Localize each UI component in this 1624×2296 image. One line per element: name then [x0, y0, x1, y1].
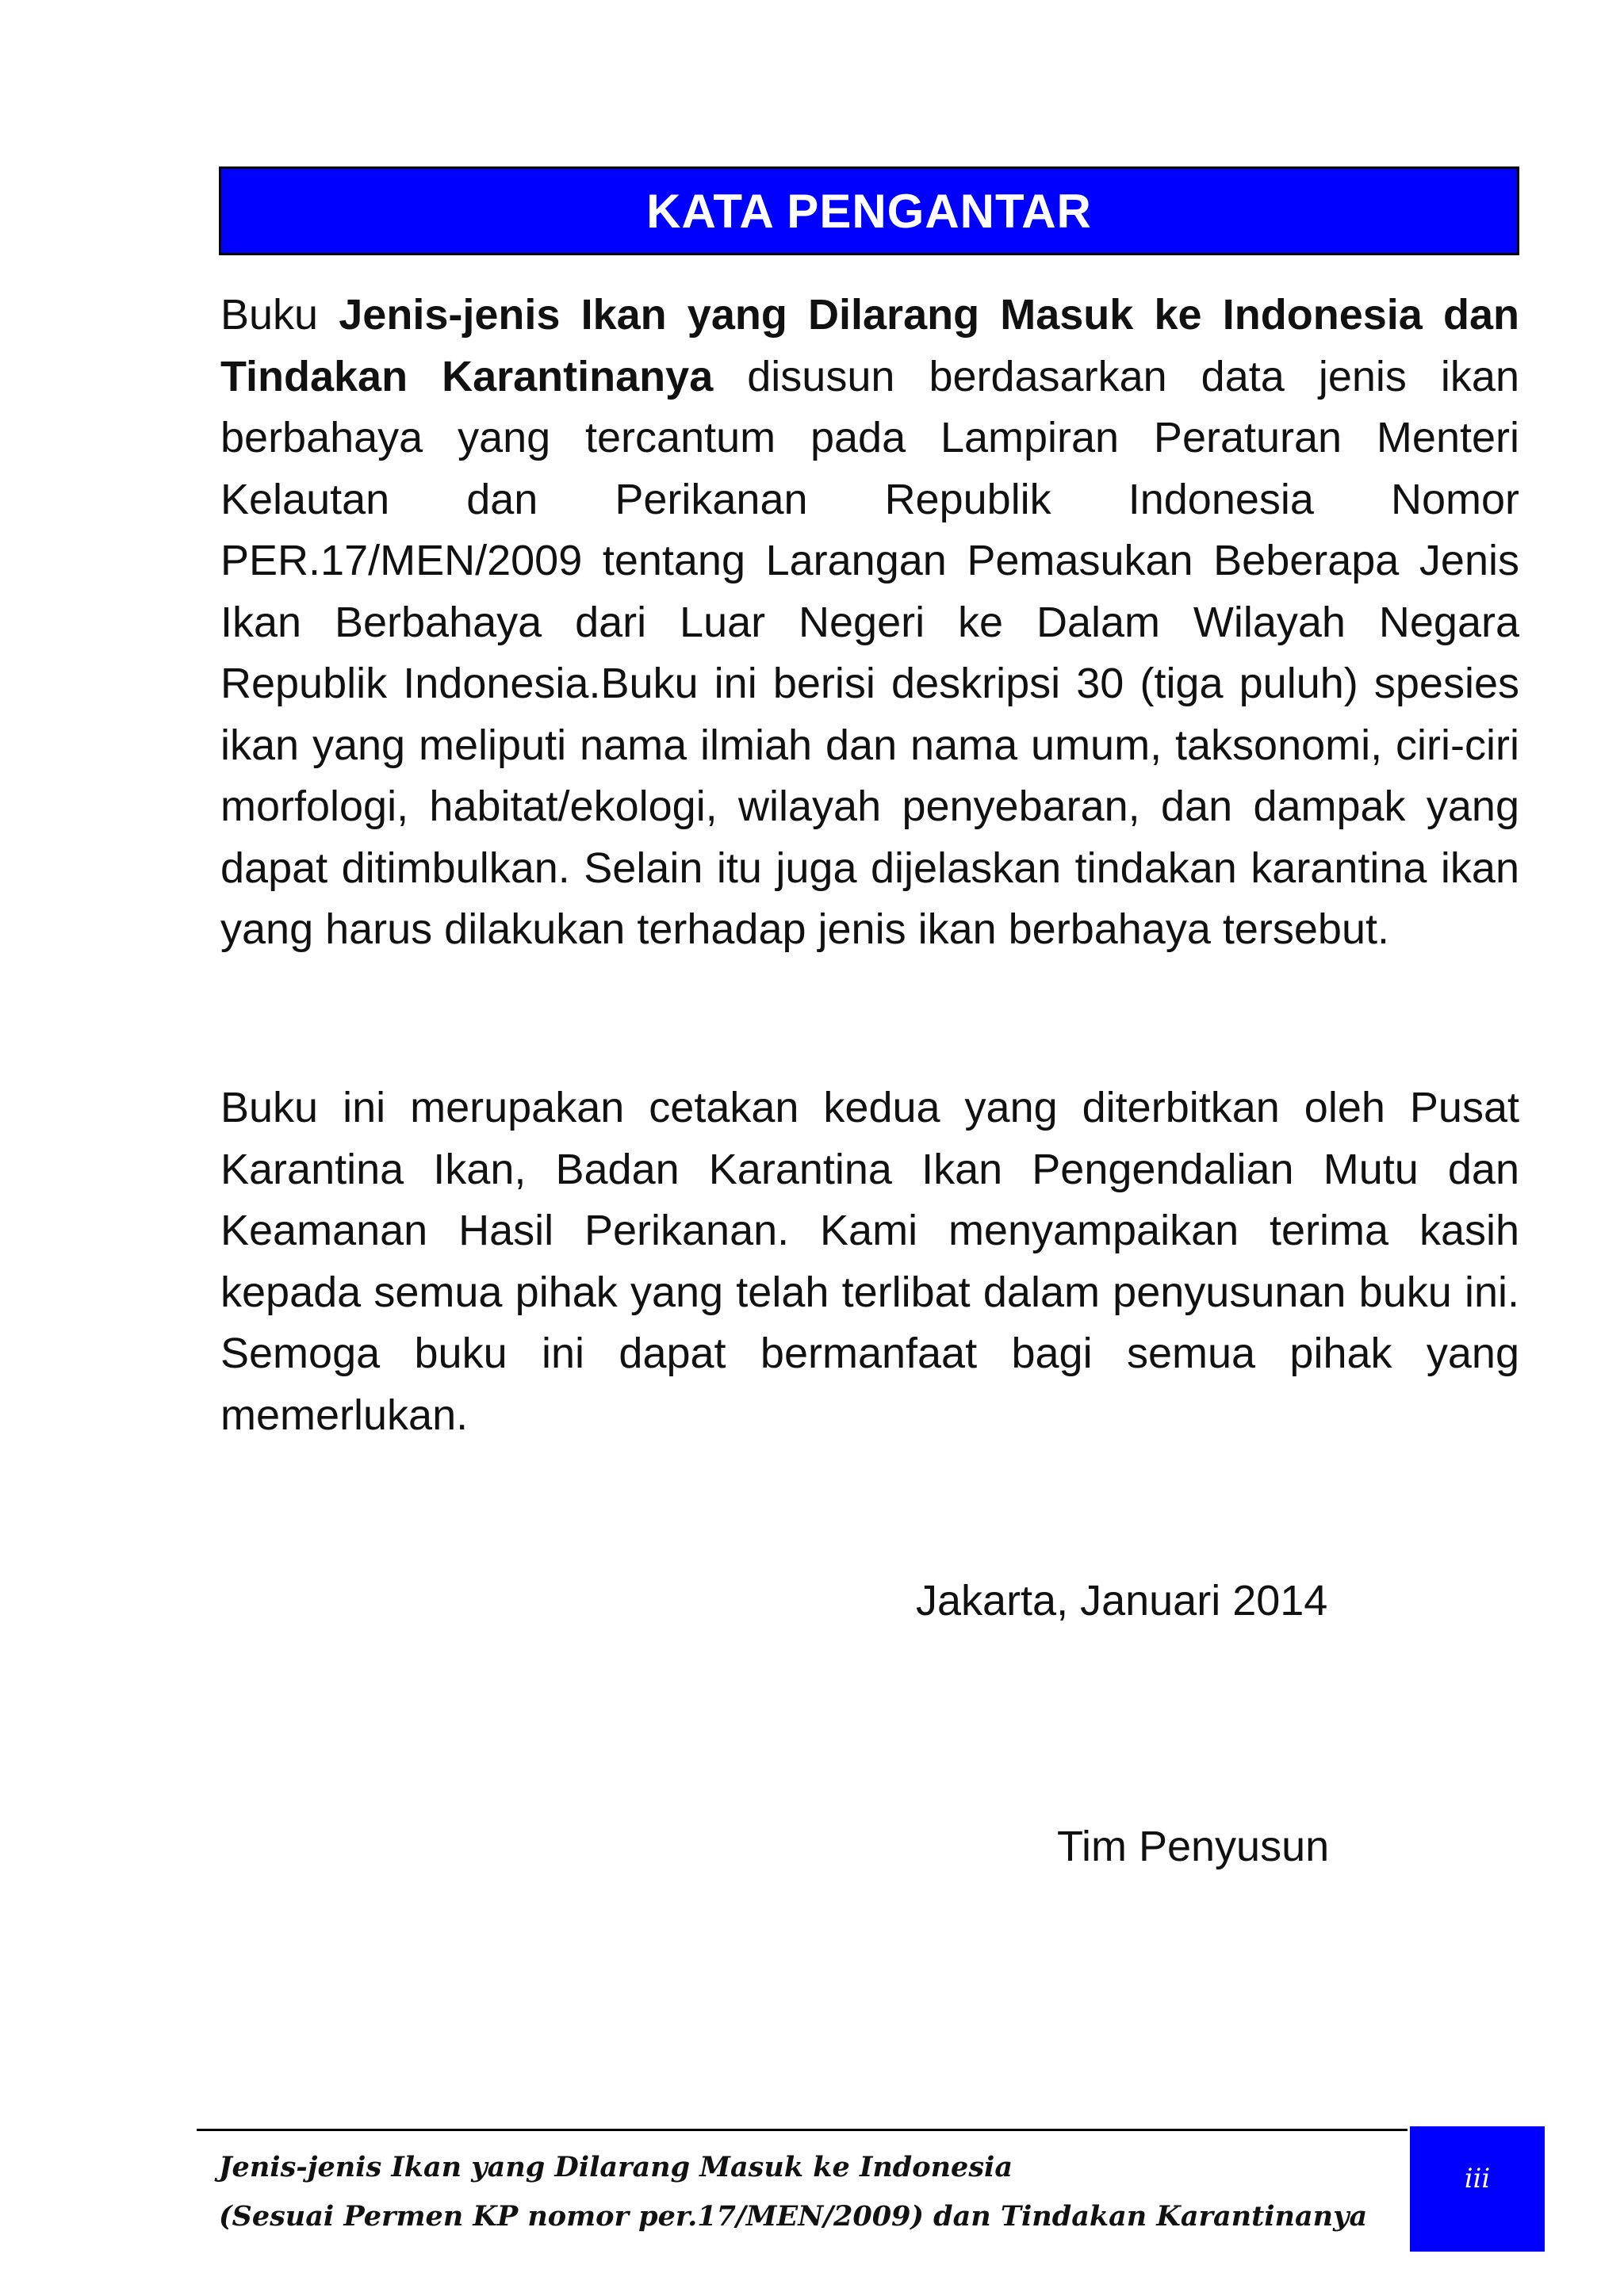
page-number-box — [1410, 2126, 1545, 2252]
signatory: Tim Penyusun — [1057, 1823, 1330, 1870]
acknowledgement-paragraph: Buku ini merupakan cetakan kedua yang diterbitkan oleh Pusat Karantina Ikan, Badan Karantina Ikan Pengendalian Mutu dan Keamanan Hasil Perikanan. Kami menyampaikan terima kasih kepada semua pihak yang telah terlibat dalam penyusunan buku ini. Semoga buku ini dapat bermanfaat bagi semua pihak yang memerlukan. — [220, 1084, 1519, 1439]
page-title-banner — [219, 166, 1519, 255]
page-number: iii — [1464, 2163, 1491, 2195]
footer-running-title — [219, 2143, 1367, 2241]
intro-body: disusun berdasarkan data jenis ikan berbahaya yang tercantum pada Lampiran Peraturan Menteri Kelautan dan Perikanan Republik Indonesia Nomor PER.17/MEN/2009 tentang Larangan Pemasukan Beberapa Jenis Ikan Berbahaya dari Luar Negeri ke Dalam Wilayah Negara Republik Indonesia.Buku ini berisi deskripsi 30 (tiga puluh) spesies ikan yang meliputi nama ilmiah dan nama umum, taksonomi, ciri-ciri morfologi, habitat/ekologi, wilayah penyebaran, dan dampak yang dapat ditimbulkan. Selain itu juga dijelaskan tindakan karantina ikan yang harus dilakukan terhadap jenis ikan berbahaya tersebut. — [220, 352, 1519, 953]
book-title: Jenis-jenis Ikan yang Dilarang Masuk ke Indonesia dan Tindakan Karantinanya — [220, 291, 1519, 400]
footer-divider — [197, 2129, 1408, 2131]
footer-line-1: Jenis-jenis Ikan yang Dilarang Masuk ke Indonesia — [219, 2151, 1013, 2183]
footer-line-2: (Sesuai Permen KP nomor per.17/MEN/2009) dan Tindakan Karantinanya — [219, 2200, 1368, 2233]
intro-lead: Buku — [220, 291, 339, 339]
intro-paragraph — [220, 285, 1519, 961]
page-title: KATA PENGANTAR — [646, 184, 1092, 238]
place-date: Jakarta, Januari 2014 — [916, 1577, 1328, 1624]
